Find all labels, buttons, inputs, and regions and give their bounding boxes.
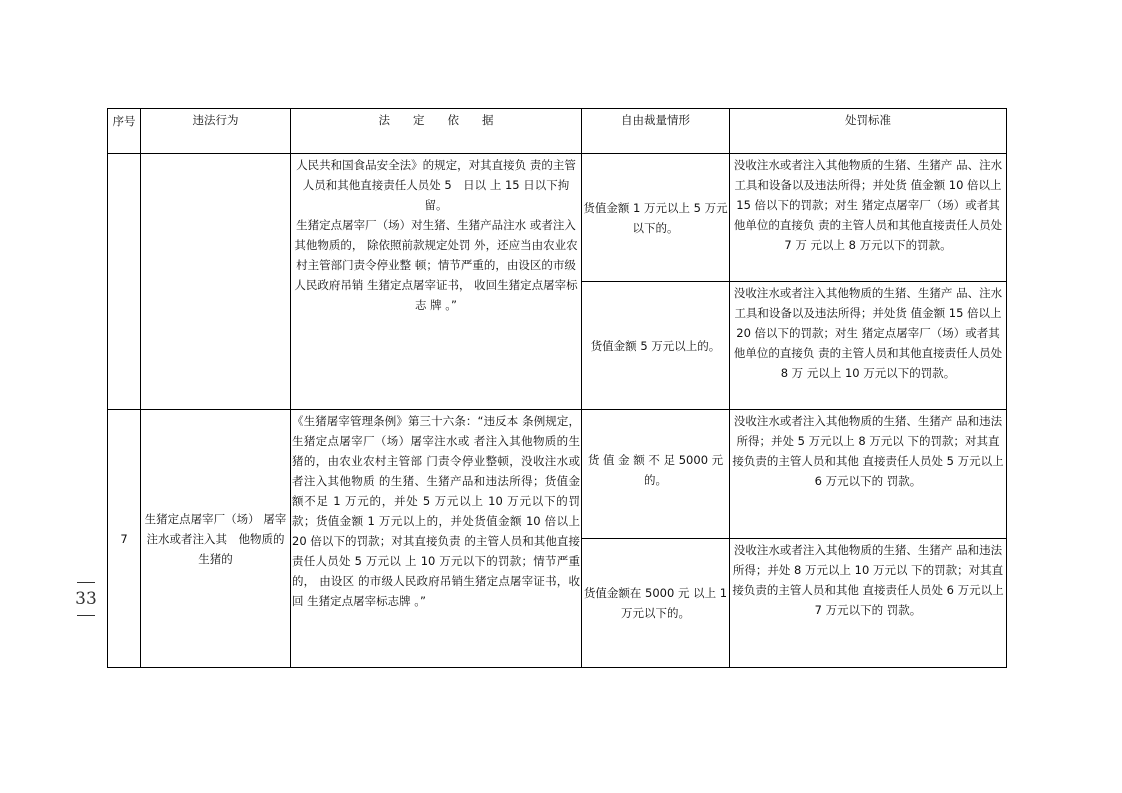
page-dash-top: [77, 582, 95, 583]
cell-seq-7: 7: [108, 410, 141, 668]
basis-prev-para-1: 人民共和国食品安全法》的规定，对其直接负 责的主管人员和其他直接责任人员处 5 日以 上 15 日以下拘留。: [296, 158, 576, 212]
page-number: [74, 582, 98, 616]
table-row: [108, 410, 1007, 539]
table-header-row: [108, 109, 1007, 154]
header-discretion: 自由裁量情形: [582, 109, 730, 154]
cell-penalty: 没收注水或者注入其他物质的生猪、生猪产 品、注水工具和设备以及违法所得；并处货 值金额 10 倍以上 15 倍以下的罚款；对生 猪定点屠宰厂（场）或者其他单位的直接负 责的主管人员和其他直接责任人员处 7 万 元以上 8 万元以下的罚款。: [730, 154, 1007, 282]
cell-discretion: 货值金额 5 万元以上的。: [582, 282, 730, 410]
cell-penalty: 没收注水或者注入其他物质的生猪、生猪产 品和违法所得；并处 8 万元以上 10 万元以 下的罚款；对其直接负责的主管人员和其他 直接责任人员处 6 万元以上 7 万元以下的 罚款。: [730, 539, 1007, 668]
cell-basis-prev: [291, 154, 582, 410]
header-seq: 序号: [108, 109, 141, 154]
basis-prev-para-2: 生猪定点屠宰厂（场）对生猪、生猪产品注水 或者注入其他物质的， 除依照前款规定处罚 外，还应当由农业农村主管部门责令停业整 顿；情节严重的，由设区的市级人民政府吊销 生猪定点屠宰证书， 收回生猪定点屠宰标志 牌 。”: [294, 218, 578, 312]
cell-penalty: 没收注水或者注入其他物质的生猪、生猪产 品和违法所得；并处 5 万元以上 8 万元以 下的罚款；对其直接负责的主管人员和其他 直接责任人员处 5 万元以上 6 万元以下的 罚款。: [730, 410, 1007, 539]
cell-discretion: [582, 410, 730, 539]
cell-basis-7: 《生猪屠宰管理条例》第三十六条：“违反本 条例规定，生猪定点屠宰厂（场）屠宰注水或 者注入其他物质的生猪的，由农业农村主管部 门责令停业整顿，没收注水或者注入其他物质 的生猪、生猪产品和违法所得；货值金额不足 1 万元的，并处 5 万元以上 10 万元以下的罚 款；货值金额 1 万元以上的，并处货值金额 10 倍以上 20 倍以下的罚款；对其直接负责 的主管人员和其他直接责任人员处 5 万元以 上 10 万元以下的罚款；情节严重的， 由设区 的市级人民政府吊销生猪定点屠宰证书，收回 生猪定点屠宰标志牌 。”: [291, 410, 582, 668]
table-row: [108, 154, 1007, 282]
cell-violation-prev: [141, 154, 291, 410]
discretion-text: 货 值 金 额 不 足 5000 元的。: [587, 453, 724, 487]
page-number-text: 33: [75, 589, 97, 609]
cell-seq-prev: [108, 154, 141, 410]
header-violation: 违法行为: [141, 109, 291, 154]
penalty-table: [107, 108, 1007, 668]
header-basis: 法 定 依 据: [291, 109, 582, 154]
header-penalty: 处罚标准: [730, 109, 1007, 154]
cell-violation-7: 生猪定点屠宰厂（场） 屠宰注水或者注入其 他物质的生猪的: [141, 410, 291, 668]
cell-discretion: 货值金额 1 万元以上 5 万元以下的。: [582, 154, 730, 282]
cell-discretion: 货值金额在 5000 元 以上 1 万元以下的。: [582, 539, 730, 668]
page-dash-bottom: [77, 615, 95, 616]
cell-penalty: 没收注水或者注入其他物质的生猪、生猪产 品、注水工具和设备以及违法所得；并处货 值金额 15 倍以上 20 倍以下的罚款；对生 猪定点屠宰厂（场）或者其他单位的直接负 责的主管人员和其他直接责任人员处 8 万 元以上 10 万元以下的罚款。: [730, 282, 1007, 410]
